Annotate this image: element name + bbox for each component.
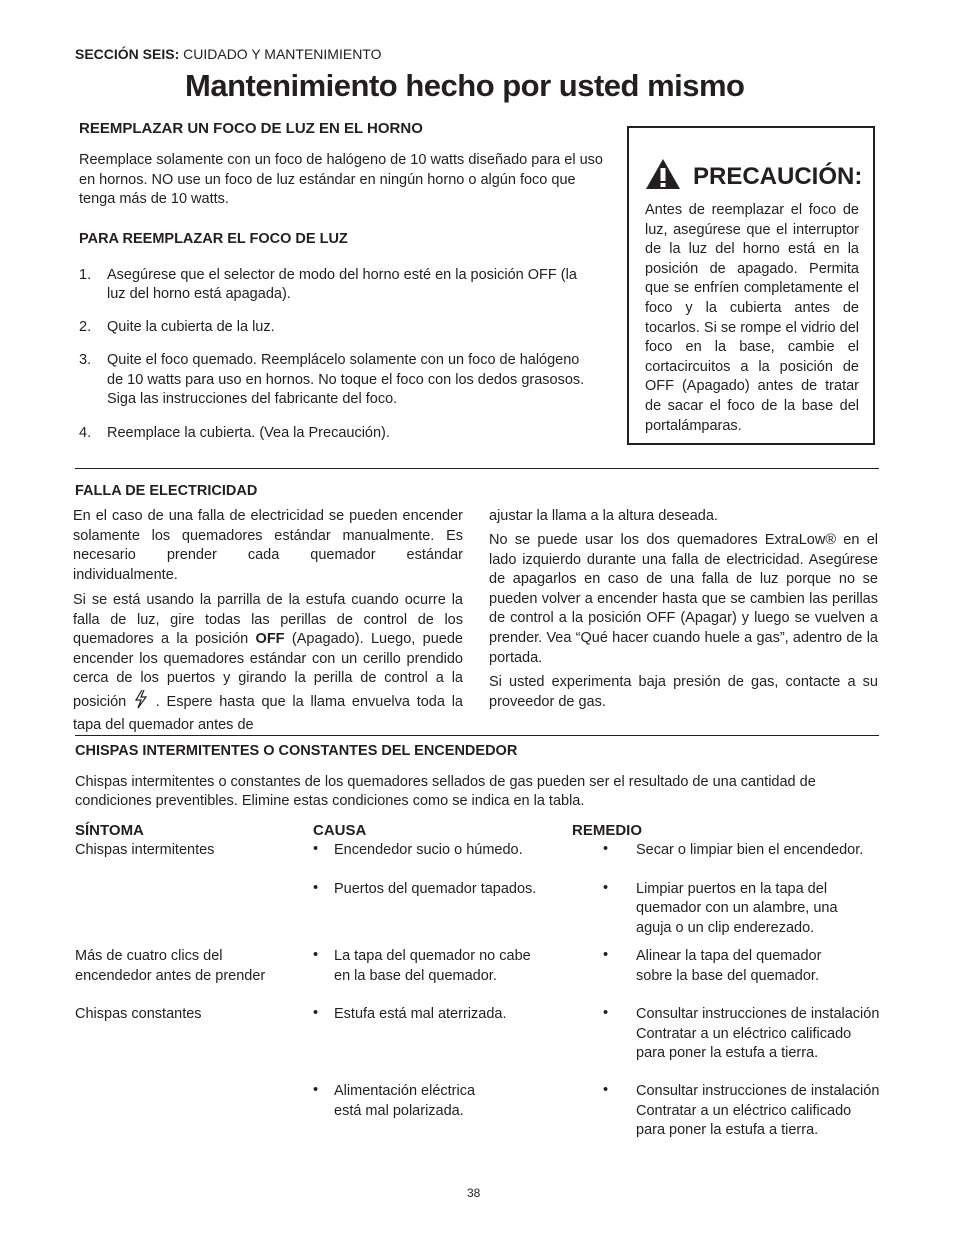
step-line: Quite el foco quemado. Reemplácelo solamente con un foco de halógeno — [107, 352, 580, 368]
page-number: 38 — [467, 1186, 481, 1200]
remedy-cell: Contratar a un eléctrico calificado — [636, 1026, 852, 1042]
symptom-cell: Más de cuatro clics del — [75, 948, 223, 964]
power-left-paragraph: En el caso de una falla de electricidad se pueden encender solamente los quemadores estándar manualmente. Es necesario prender cada quemador estándar individualmente. — [73, 508, 463, 583]
bulb-intro-line: en hornos. NO use un foco de luz estándar en ningún horno o algún foco que — [79, 172, 576, 188]
bulb-intro-line: Reemplace solamente con un foco de halógeno de 10 watts diseñado para el uso — [79, 152, 603, 168]
bullet: • — [603, 1005, 609, 1021]
cause-cell: está mal polarizada. — [334, 1103, 464, 1119]
symptom-cell: encendedor antes de prender — [75, 968, 266, 984]
spark-icon — [133, 689, 149, 716]
symptom-cell: Chispas constantes — [75, 1006, 202, 1022]
remedy-cell: Contratar a un eléctrico calificado — [636, 1103, 852, 1119]
power-right-paragraph: ajustar la llama a la altura deseada. — [489, 508, 718, 524]
step-line: Quite la cubierta de la luz. — [107, 319, 275, 335]
bullet: • — [603, 880, 609, 896]
power-right-paragraph: Si usted experimenta baja presión de gas, contacte a su proveedor de gas. — [489, 674, 878, 710]
step-line: Reemplace la cubierta. (Vea la Precaución). — [107, 425, 390, 441]
bullet: • — [313, 841, 319, 857]
step-number: 4. — [79, 425, 92, 441]
symptom-cell: Chispas intermitentes — [75, 842, 215, 858]
power-heading: FALLA DE ELECTRICIDAD — [75, 483, 258, 499]
off-label: OFF — [255, 631, 285, 648]
section-name: CUIDADO Y MANTENIMIENTO — [183, 46, 382, 62]
spark-intro-line: Chispas intermitentes o constantes de los quemadores sellados de gas pueden ser el resultado de una cantidad de — [75, 774, 816, 790]
column-header-remedy: REMEDIO — [572, 822, 643, 839]
section-label — [75, 46, 382, 62]
cause-cell: La tapa del quemador no cabe — [334, 948, 531, 964]
bullet: • — [313, 880, 319, 896]
bullet: • — [313, 947, 319, 963]
section-number: SECCIÓN SEIS: — [75, 46, 180, 62]
column-header-symptom: SÍNTOMA — [75, 822, 144, 839]
step-number: 3. — [79, 352, 92, 368]
bullet: • — [603, 841, 609, 857]
warning-triangle-icon — [645, 158, 681, 195]
step-number: 1. — [79, 267, 92, 283]
remedy-cell: Alinear la tapa del quemador — [636, 948, 822, 964]
remedy-cell: Secar o limpiar bien el encendedor. — [636, 842, 864, 858]
remedy-cell: quemador con un alambre, una — [636, 900, 838, 916]
remedy-cell: para poner la estufa a tierra. — [636, 1045, 819, 1061]
remedy-cell: para poner la estufa a tierra. — [636, 1122, 819, 1138]
divider — [75, 735, 879, 736]
bullet: • — [603, 947, 609, 963]
remedy-cell: aguja o un clip enderezado. — [636, 920, 815, 936]
caution-header — [645, 158, 862, 195]
cause-cell: Encendedor sucio o húmedo. — [334, 842, 523, 858]
power-right-paragraph: No se puede usar los dos quemadores ExtraLow® en el lado izquierdo durante una falla de electricidad. Asegúrese de apagarlos en caso de una falla de luz porque no se pueden volver a encender hasta que se cambien las perillas de control a la posición OFF (Apagar) y luego se vuelven a prender. Vea “Qué hacer cuando huele a gas”, adentro de la portada. — [489, 532, 878, 666]
bullet: • — [603, 1082, 609, 1098]
remedy-cell: sobre la base del quemador. — [636, 968, 819, 984]
spark-heading: CHISPAS INTERMITENTES O CONSTANTES DEL ENCENDEDOR — [75, 743, 518, 759]
remedy-cell: Limpiar puertos en la tapa del — [636, 881, 828, 897]
divider — [75, 468, 879, 469]
caution-text: Antes de reemplazar el foco de luz, asegúrese que el interruptor de la luz del horno está en la posición de apagado. Permita que se enfríen completamente el foco y la cubierta antes de tocarlos. Si se rompe el vidrio del foco en la base, cambie el cortacircuitos a la posición de OFF (Apagado) antes de tratar de sacar el foco de la base del portalámparas. — [645, 202, 859, 434]
step-line: luz del horno está apagada). — [107, 286, 291, 302]
step-line: de 10 watts para uso en hornos. No toque el foco con los dedos grasosos. — [107, 372, 585, 388]
remedy-cell: Consultar instrucciones de instalación — [636, 1083, 880, 1099]
caution-title: PRECAUCIÓN: — [693, 162, 863, 190]
step-line: Siga las instrucciones del fabricante del foco. — [107, 391, 398, 407]
cause-cell: Estufa está mal aterrizada. — [334, 1006, 507, 1022]
bulb-heading: REEMPLAZAR UN FOCO DE LUZ EN EL HORNO — [79, 120, 423, 137]
spark-intro-line: condiciones preventibles. Elimine estas condiciones como se indica en la tabla. — [75, 793, 585, 809]
caution-box — [627, 126, 875, 445]
step-line: Asegúrese que el selector de modo del horno esté en la posición OFF (la — [107, 267, 577, 283]
remedy-cell: Consultar instrucciones de instalación — [636, 1006, 880, 1022]
cause-cell: Puertos del quemador tapados. — [334, 881, 537, 897]
step-number: 2. — [79, 319, 92, 335]
column-header-cause: CAUSA — [313, 822, 367, 839]
bullet: • — [313, 1005, 319, 1021]
cause-cell: Alimentación eléctrica — [334, 1083, 476, 1099]
power-left-paragraph: Si se está usando la parrilla de la estufa cuando ocurre la falla de luz, gire todas las perillas de control de los quemadores a la posición OFF (Apagado). Luego, puede encender los quemadores estándar con un cerillo prendido cerca de los puertos y girando la perilla de control a la posición . Espere hasta que la llama envuelva toda la tapa del quemador antes de — [73, 592, 463, 733]
cause-cell: en la base del quemador. — [334, 968, 497, 984]
bullet: • — [313, 1082, 319, 1098]
bulb-intro-line: tenga más de 10 watts. — [79, 191, 229, 207]
page-title: Mantenimiento hecho por usted mismo — [185, 68, 745, 103]
replace-subheading: PARA REEMPLAZAR EL FOCO DE LUZ — [79, 231, 348, 247]
